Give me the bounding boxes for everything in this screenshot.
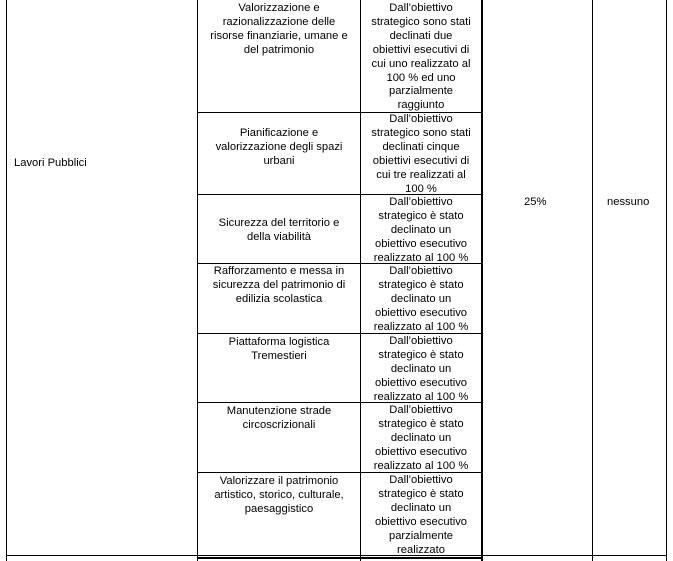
objective-cell: Valorizzazione e razionalizzazione delle risorse finanziarie, umane e del patrimonio xyxy=(210,2,348,56)
outcome-cell: Dall’obiettivo strategico è stato declinato un obiettivo esecutivo parzialmente realizzato xyxy=(374,474,468,556)
table-border-left xyxy=(6,0,7,561)
table-border-bottom xyxy=(6,555,667,556)
outcome-cell: Dall’obiettivo strategico è stato declinato un obiettivo esecutivo realizzato al 100 % xyxy=(373,196,469,264)
outcome-cell: Dall’obiettivo strategico sono stati declinati due obiettivi esecutivi di cui uno realizzato al 100 % ed uno parzialmente raggiunto xyxy=(371,2,471,112)
outcome-cell: Dall’obiettivo strategico è stato declinato un obiettivo esecutivo realizzato al 100 % xyxy=(373,335,469,403)
objective-cell: Sicurezza del territorio e della viabilità xyxy=(218,217,340,243)
percentage-cell: 25% xyxy=(524,196,547,208)
objective-cell: Pianificazione e valorizzazione degli spazi urbani xyxy=(215,127,343,167)
objective-cell: Manutenzione strade circoscrizionali xyxy=(226,405,332,431)
objective-cell: Valorizzare il patrimonio artistico, storico, culturale, paesaggistico xyxy=(214,475,344,515)
table-divider xyxy=(481,0,483,561)
outcome-cell: Dall’obiettivo strategico è stato declinato un obiettivo esecutivo realizzato al 100 % xyxy=(373,404,469,472)
table-divider xyxy=(592,0,593,561)
criticality-cell: nessuno xyxy=(607,196,650,208)
table-border-right xyxy=(666,0,667,561)
objective-cell: Rafforzamento e messa in sicurezza del patrimonio di edilizia scolastica xyxy=(212,265,346,305)
area-cell: Lavori Pubblici xyxy=(14,157,87,169)
outcome-cell: Dall’obiettivo strategico sono stati declinati cinque obiettivi esecutivi di cui tre realizzati al 100 % xyxy=(371,113,471,195)
outcome-cell: Dall’obiettivo strategico è stato declinato un obiettivo esecutivo realizzato al 100 % xyxy=(373,265,469,333)
objective-cell: Piattaforma logistica Tremestieri xyxy=(228,336,330,362)
